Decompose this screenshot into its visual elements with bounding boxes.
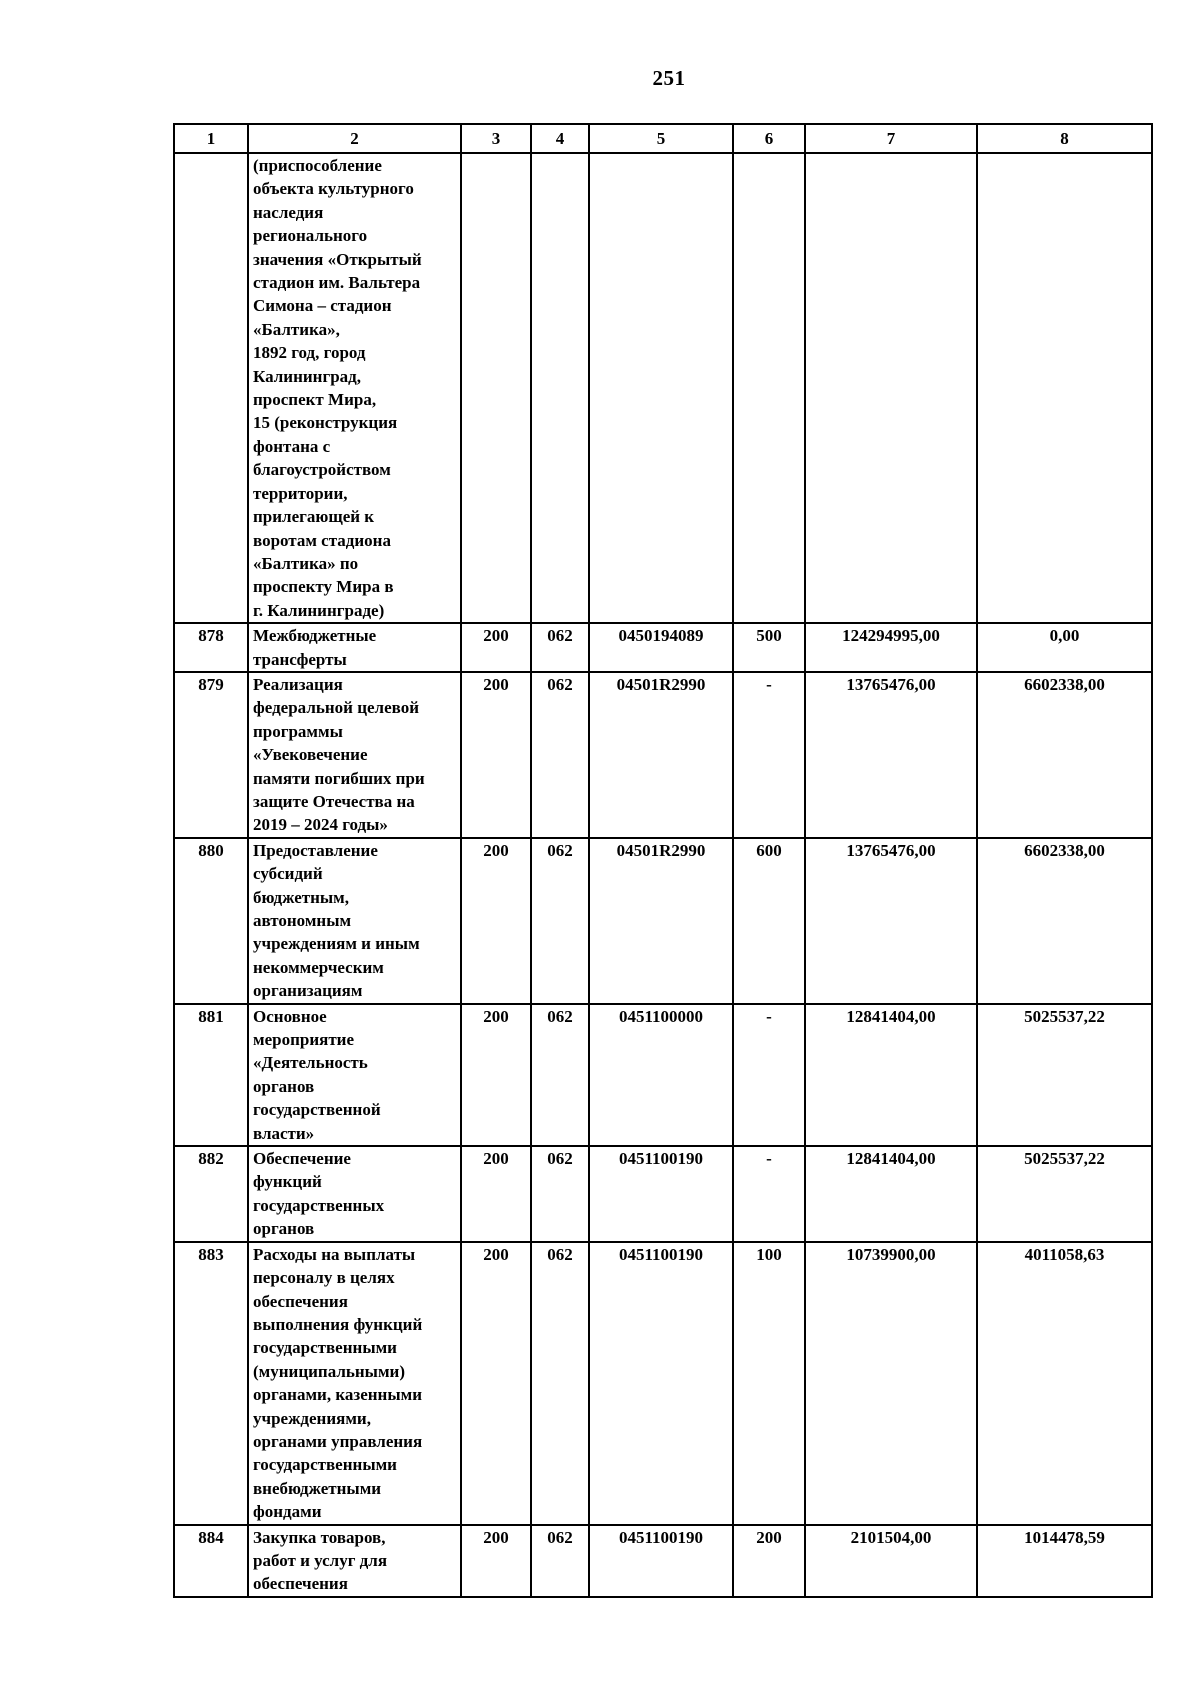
cell-col-3: 200 (461, 1146, 531, 1242)
cell-col-3: 200 (461, 672, 531, 838)
cell-col-3: 200 (461, 623, 531, 672)
table-row (174, 1525, 1152, 1597)
row-number (174, 153, 248, 623)
cell-col-4: 062 (531, 838, 589, 1004)
cell-col-4: 062 (531, 1525, 589, 1597)
cell-col-5: 04501R2990 (589, 672, 733, 838)
cell-col-6: 500 (733, 623, 805, 672)
cell-col-8: 6602338,00 (977, 838, 1152, 1004)
row-name (248, 1242, 461, 1525)
header-col-7: 7 (805, 124, 977, 153)
row-name (248, 838, 461, 1004)
cell-col-7: 13765476,00 (805, 672, 977, 838)
cell-col-3: 200 (461, 1004, 531, 1146)
table-row (174, 672, 1152, 838)
cell-col-5: 0451100190 (589, 1525, 733, 1597)
cell-col-5: 0451100000 (589, 1004, 733, 1146)
cell-col-5: 0451100190 (589, 1146, 733, 1242)
cell-col-6: - (733, 1004, 805, 1146)
cell-col-8: 6602338,00 (977, 672, 1152, 838)
header-col-4: 4 (531, 124, 589, 153)
row-name-text: Межбюджетные трансферты (253, 626, 377, 669)
header-col-5: 5 (589, 124, 733, 153)
header-col-3: 3 (461, 124, 531, 153)
row-name (248, 623, 461, 672)
cell-col-3 (461, 153, 531, 623)
cell-col-7: 12841404,00 (805, 1004, 977, 1146)
row-name-text: Предоставление субсидий бюджетным, автономным учреждениям и иным некоммерческим организациям (253, 840, 420, 1001)
cell-col-5: 0450194089 (589, 623, 733, 672)
cell-col-6: 200 (733, 1525, 805, 1597)
page-number: 251 (652, 66, 686, 90)
row-number: 884 (174, 1525, 248, 1597)
cell-col-8: 4011058,63 (977, 1242, 1152, 1525)
cell-col-8: 1014478,59 (977, 1525, 1152, 1597)
cell-col-4: 062 (531, 1242, 589, 1525)
table-row (174, 623, 1152, 672)
cell-col-8: 0,00 (977, 623, 1152, 672)
header-col-8: 8 (977, 124, 1152, 153)
budget-table (173, 123, 1153, 1598)
cell-col-8 (977, 153, 1152, 623)
cell-col-7: 124294995,00 (805, 623, 977, 672)
cell-col-3: 200 (461, 838, 531, 1004)
row-number: 883 (174, 1242, 248, 1525)
cell-col-5: 0451100190 (589, 1242, 733, 1525)
row-name-text: Расходы на выплаты персоналу в целях обеспечения выполнения функций государственными (муниципальными) органами, казенными учреждениями, органами управления государственными внебюджетными фондами (253, 1244, 423, 1522)
cell-col-3: 200 (461, 1525, 531, 1597)
cell-col-7 (805, 153, 977, 623)
row-name-text: Основное мероприятие «Деятельность органов государственной власти» (253, 1006, 381, 1143)
row-number: 882 (174, 1146, 248, 1242)
row-number: 878 (174, 623, 248, 672)
header-col-2: 2 (248, 124, 461, 153)
cell-col-7: 12841404,00 (805, 1146, 977, 1242)
header-col-1: 1 (174, 124, 248, 153)
cell-col-6: - (733, 1146, 805, 1242)
cell-col-5 (589, 153, 733, 623)
cell-col-3: 200 (461, 1242, 531, 1525)
cell-col-7: 10739900,00 (805, 1242, 977, 1525)
row-name-text: Обеспечение функций государственных органов (253, 1149, 385, 1239)
row-number: 879 (174, 672, 248, 838)
cell-col-4: 062 (531, 672, 589, 838)
cell-col-6: - (733, 672, 805, 838)
cell-col-4: 062 (531, 623, 589, 672)
table-row (174, 1004, 1152, 1146)
row-number: 881 (174, 1004, 248, 1146)
row-number: 880 (174, 838, 248, 1004)
cell-col-8: 5025537,22 (977, 1146, 1152, 1242)
row-name-text: Реализация федеральной целевой программы «Увековечение памяти погибших при защите Отечества на 2019 – 2024 годы» (253, 674, 425, 835)
table-row (174, 1146, 1152, 1242)
row-name-text: Закупка товаров, работ и услуг для обеспечения (253, 1527, 388, 1594)
row-name (248, 153, 461, 623)
row-name (248, 1146, 461, 1242)
row-name (248, 672, 461, 838)
cell-col-6: 100 (733, 1242, 805, 1525)
cell-col-6: 600 (733, 838, 805, 1004)
header-col-6: 6 (733, 124, 805, 153)
row-name-text: (приспособление объекта культурного наследия регионального значения «Открытый стадион им. Вальтера Симона – стадион «Балтика», 1892 год, город Калининград, проспект Мира, 15 (реконструкция фонтана с благоустройством территории, прилегающей к воротам стадиона «Балтика» по проспекту Мира в г. Калининграде) (253, 156, 422, 620)
table-row (174, 153, 1152, 623)
cell-col-8: 5025537,22 (977, 1004, 1152, 1146)
cell-col-7: 13765476,00 (805, 838, 977, 1004)
cell-col-5: 04501R2990 (589, 838, 733, 1004)
row-name (248, 1525, 461, 1597)
cell-col-6 (733, 153, 805, 623)
header-row (174, 124, 1152, 153)
row-name (248, 1004, 461, 1146)
cell-col-4: 062 (531, 1146, 589, 1242)
cell-col-7: 2101504,00 (805, 1525, 977, 1597)
cell-col-4 (531, 153, 589, 623)
cell-col-4: 062 (531, 1004, 589, 1146)
table-row (174, 1242, 1152, 1525)
table-row (174, 838, 1152, 1004)
